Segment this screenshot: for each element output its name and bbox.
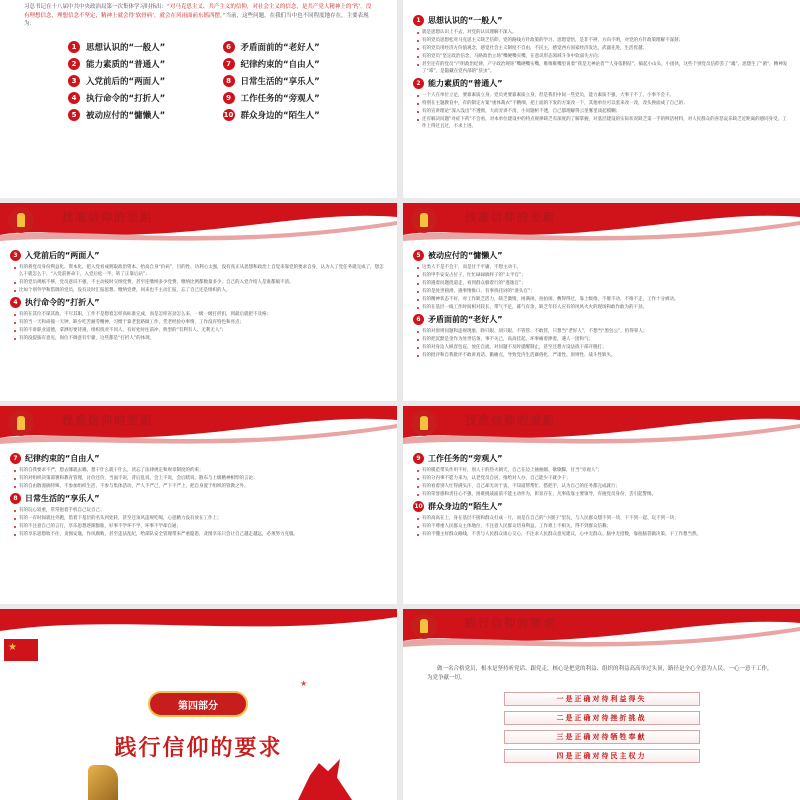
party-emblem-icon	[8, 410, 34, 436]
bullet-paragraph: 有的不尊重人民群众主体地位，不注意人民群众切身利益，工作难上不相关，得不到群众信赖；	[417, 523, 790, 530]
section-title: 矛盾面前的“老好人”	[428, 315, 503, 324]
soldier-silhouette	[292, 759, 352, 800]
slide-body	[403, 453, 800, 538]
number-badge: 5	[413, 250, 424, 261]
problem-item	[223, 75, 358, 87]
banner-wave	[403, 203, 800, 247]
requirement-bar: 三是正确对待牺牲奉献	[504, 730, 700, 744]
slide-body	[0, 453, 397, 538]
bullet-paragraph: 有的党员规纸不够，党员意识不强，不主动按时交纳党费，甚至连缴纳多少党费、缴纳比例都数量多少、自己的入党介绍人是谁都搞不清。	[14, 279, 387, 286]
bullet-paragraph: 有的在基层一线工作时间相对较长，带气不足，暮气有余，缺乏年轻人应有的风风火火的现场和敢作敢为的干劲。	[417, 304, 790, 311]
bullet-paragraph: 比如个别外学和借调的党员，没有及时汇报思想、缴纳党费，回来也不主动汇报，忘了自己还是组织的人。	[14, 287, 387, 294]
problem-label: 被动应付的“慵懒人”	[86, 110, 166, 121]
requirement-bar: 一是正确对待利益得失	[504, 692, 700, 706]
banner-wave	[403, 406, 800, 450]
section-title: 入党前后的“两面人”	[25, 251, 100, 260]
number-badge: 4	[10, 297, 21, 308]
section-heading	[413, 15, 790, 26]
banner	[403, 406, 800, 450]
number-badge: 9	[413, 453, 424, 464]
bullet-paragraph: 有的自由散漫搞特殊，不参加组织生活，不参与集体活动，严人不严己，严下不严上，把自身置于组织的管教之外。	[14, 483, 387, 490]
bullet-paragraph: 就是思想认识上不去，对党的认识理解不深入。	[417, 29, 790, 36]
problem-item	[223, 58, 358, 70]
problem-item	[68, 109, 203, 121]
bullet-paragraph: 有的不注意自己的言行，享乐思想逐渐膨胀，好事不学坏不学，坏事不学却自通；	[14, 523, 387, 530]
slide-gap-9-10	[403, 406, 800, 604]
section-title: 被动应付的“慵懒人”	[428, 251, 503, 260]
bullet-paragraph: 有的不懂主好群众路线，不善与人民群众谈心交心，不注求人民群众意见建议，心中无群众、脑中无招数，靠拍脑袋做决策、干工作想当然。	[417, 531, 790, 538]
section-title: 执行命令的“打折人”	[25, 298, 100, 307]
bullet-paragraph: 有的批评和自我批评不敢讲真话、戳痛点，导致党内生活庸俗化、严肃性、原则性、战斗性缺失。	[417, 352, 790, 359]
bullet-paragraph: 有的党员“坚定政治信念，马路政治立场”嘴硬嘴实嘴，在意识形态领域斗争中软弱失方向；	[417, 53, 790, 60]
party-emblem-icon	[8, 207, 34, 233]
bullet-paragraph: 有的是处世圆滑，遇事惰推口、有事找托词的“滑头官”；	[417, 288, 790, 295]
problem-label: 日常生活的“享乐人”	[240, 76, 320, 87]
slide-part-four-cover	[0, 609, 397, 800]
slide-body	[0, 250, 397, 342]
bullet-paragraph: 甚至还有的党员“产明政治纪律，产守政治规矩”嘴硬嘴实嘴，唯唯唯嘴里说着“我是无神论者”“人身依附结”，搞起小山头、小团伙，这些个别党员信仰丢了“魂”，思想生了“菌”，精神发了“霉”，是隐藏在党内部的“驻虫”。	[417, 61, 790, 75]
bullet-paragraph: 有的把沉默是金作为处世信条，事不关己，高高挂起，坏事痛着捧着，遇人一团和气；	[417, 336, 790, 343]
section-title: 纪律约束的“自由人”	[25, 454, 100, 463]
bullet-paragraph: 有的对原则问题和违规现象，睁只眼、闭只眼、不管管、不敢管，只想当“老好人”，不想当“黑包公”，怕得罪人；	[417, 328, 790, 335]
bullet-paragraph: 有的精神状态不好，对工作缺乏活力，缺乏激情，困满闲，拍拍闲，敷得得过，靠上级推，不催不动，不推不走，工作十分被动。	[417, 296, 790, 303]
problem-item	[68, 75, 203, 87]
requirement-bar: 二是正确对待挫折挑战	[504, 711, 700, 725]
star-icon: ★	[300, 679, 308, 688]
problem-label: 能力素质的“普通人”	[86, 59, 166, 70]
slide-requirements	[403, 609, 800, 800]
requirement-bar: 四是正确对待民主权力	[504, 749, 700, 763]
section-heading	[10, 297, 387, 308]
torch-decoration	[88, 765, 118, 800]
banner-wave	[0, 203, 397, 247]
banner-wave	[403, 609, 800, 653]
slide-body	[403, 250, 800, 359]
bullet-paragraph: 有的看着别人忙得满头汗，自己却无动于衷，不知道帮帮忙、搭把手，认为自己的任务都完成就行；	[417, 483, 790, 490]
party-emblem-icon	[411, 207, 437, 233]
bullet-paragraph: 有的自我要求不严，想去哪就去哪，想干什么就干什么，淡忘了法律规定和规章制度的约束；	[14, 467, 387, 474]
problem-item	[223, 92, 358, 104]
slide-body	[403, 0, 800, 130]
problem-label: 纪律约束的“自由人”	[240, 59, 320, 70]
section-title: 工作任务的“旁观人”	[428, 454, 503, 463]
part-badge: 第四部分	[148, 691, 248, 717]
problem-item	[68, 92, 203, 104]
bullet-paragraph: 有的遇着问题绕道走，看到群众躲着行的“逃逸官”；	[417, 280, 790, 287]
number-badge: 4	[68, 92, 80, 104]
requirement-list	[403, 692, 800, 763]
slide-gap-5-6	[403, 203, 800, 401]
problem-label: 入党前后的“两面人”	[86, 76, 166, 87]
section-heading	[413, 314, 790, 325]
banner	[0, 203, 397, 247]
section-heading	[413, 78, 790, 89]
party-emblem-icon	[411, 613, 437, 639]
slide-overview	[0, 0, 397, 198]
section-heading	[413, 501, 790, 512]
section-heading	[10, 250, 387, 261]
bullet-paragraph: 这类人不是不会干，而是甘于平庸、不想主动干。	[417, 264, 790, 271]
slide-gap-3-4	[0, 203, 397, 401]
number-badge: 3	[10, 250, 21, 261]
number-badge: 2	[413, 78, 424, 89]
bullet-paragraph: 一个人在单位立足，要靠素质立身，党员更要靠素质立身，但是我们中间一些党员，能力素质不强，大事干不了，小事不会干。	[417, 92, 790, 99]
problem-item	[68, 41, 203, 53]
bullet-paragraph: 有的甲乎安安占位子，忙忙碌碌搞样子的“太平官”；	[417, 272, 790, 279]
number-badge: 5	[68, 109, 80, 121]
number-badge: 10	[414, 503, 423, 510]
problem-label: 矛盾面前的“老好人”	[240, 42, 320, 53]
bullet-paragraph: 有的当一天和尚撞一天钟，缺少吃苦耐劳精神，习惯于靠老套路做工作，凭老经验办事情，工作没有特色和亮点；	[14, 319, 387, 326]
bullet-paragraph: 有的没提拔有意见，岗位不调意有牢骚，这些都是“打折人”的体现。	[14, 335, 387, 342]
number-badge: 8	[223, 75, 235, 87]
number-badge: 6	[413, 314, 424, 325]
number-badge: 10	[223, 110, 234, 119]
slide-gap-1-2	[403, 0, 800, 198]
number-badge: 9	[223, 92, 235, 104]
banner-title: 找准信仰的差距	[465, 414, 556, 427]
intro-text	[0, 0, 397, 29]
party-emblem-icon	[411, 410, 437, 436]
bullet-paragraph: 有的对身边人纵容包庇、放任自流，对问题不及时提醒制止，甚至还想方设法找干部开脱打；	[417, 344, 790, 351]
bullet-paragraph: 有的玩心较重，常常抱着手机自己玩自己；	[14, 507, 387, 514]
number-badge: 1	[68, 41, 80, 53]
section-heading	[413, 250, 790, 261]
banner-title: 找准信仰的差距	[62, 211, 153, 224]
slide-gap-7-8	[0, 406, 397, 604]
banner-title: 找准信仰的差距	[465, 211, 556, 224]
problem-label: 执行命令的“打折人”	[86, 93, 166, 104]
bullet-paragraph: 有的在其位不谋其政、不尽其职，工作不是想着怎样高标准完成，而是怎样省劲怎么来，一级一级打折扣，到最后就把不及格；	[14, 311, 387, 318]
section-title: 群众身边的“陌生人”	[428, 502, 503, 511]
requirements-lead: 做一名合格党员，根本是坚持听党话、跟党走，核心是把党的利益、组织的利益高高举过头顶，路径是全心全意为人民、一心一意干工作，为党争献一切。	[427, 666, 773, 681]
problem-label: 思想认识的“一般人”	[86, 42, 166, 53]
cover-wave	[0, 609, 397, 649]
bullet-paragraph: 有的宣讲理论“深入浅出”不透彻，大而旁讲不清，小问题析不透，自己都理解得云里雾里谈起模糊；	[417, 108, 790, 115]
number-badge: 2	[68, 58, 80, 70]
bullet-paragraph: 有的享乐思想收不住，贪图安逸，作风腐败，甚至违法乱纪，给部队安全管理带来严重隐患，贪图享乐只会让自己越走越远，必须努力克服。	[14, 531, 387, 538]
banner-wave	[0, 406, 397, 450]
banner	[0, 406, 397, 450]
bullet-paragraph: 还有解决问题“对症下药”不会看，对本单位建设中的特点规律缺乏有深度的了解掌握，对基层建设的实际状况缺乏第一手的鲜活材料，对人民群众的喜怒哀乐缺乏近距离的感同身受，工作上得过且过，不求上进。	[417, 116, 790, 130]
section-title: 思想认识的“一般人”	[428, 16, 503, 25]
section-heading	[10, 453, 387, 464]
problem-item	[223, 109, 358, 121]
problem-grid	[0, 29, 397, 121]
number-badge: 3	[68, 75, 80, 87]
bullet-paragraph: 有的一有时间就往外跑，借着下基层的名头到处转，甚至还顶风违规吃喝，心思精力没有放在工作上；	[14, 515, 387, 522]
number-badge: 8	[10, 493, 21, 504]
problem-item	[68, 58, 203, 70]
section-title: 能力素质的“普通人”	[428, 79, 503, 88]
banner	[403, 609, 800, 653]
bullet-paragraph: 有的高高在上，身在基层不接和群众打成一片，而是在自己的“小圈子”里玩，与人民群众想不到一块、干不到一起、玩不到一块；	[417, 515, 790, 522]
section-heading	[10, 493, 387, 504]
part-title: 践行信仰的要求	[114, 735, 283, 761]
banner	[403, 203, 800, 247]
bullet-paragraph: 有的党员思想松对马克思主义缺乏信仰，党的路线方针政策的学习、思想觉悟，是非不辨，方向不明，对党的方针政策理解不深刻；	[417, 37, 790, 44]
problem-label: 群众身边的“陌生人”	[240, 110, 320, 121]
section-title: 日常生活的“享乐人”	[25, 494, 100, 503]
number-badge: 1	[413, 15, 424, 26]
bullet-paragraph: 有的分内事不愿力来为，认老党员自居，推给对人办，自己能少干就少干；	[417, 475, 790, 482]
section-heading	[413, 453, 790, 464]
banner-title: 找准信仰的差距	[62, 414, 153, 427]
number-badge: 6	[223, 41, 235, 53]
star-icon: ★	[8, 642, 17, 653]
bullet-paragraph: 有的将党员身份利益化、资本化，把入党看成拥取政治资本、抬高自身“价码”，目的性、功利心太强，没有真正从思想和政治上自觉来靠党的要求自身，认为入了党任务就完成了，想怎么干就怎么干，“入党前拼命干，入党后松一半，转了正靠后站”；	[14, 264, 387, 278]
bullet-paragraph: 有的对组织决策部署和教育管理，讨价还价，当面不说，背后乱说，会上不说，会后瞎说，散布与上级精神相悖的言论；	[14, 475, 387, 482]
number-badge: 7	[10, 453, 21, 464]
number-badge: 7	[223, 58, 235, 70]
bullet-paragraph: 有的荣誉感和责任心不强，困难挑战面前不能主动作为，彰显存在，凡事依靠主要领导，有拢党员身份，丢引起警惕。	[417, 491, 790, 498]
intro-plain-2: 当前，这些问题，在我们当中也不同程度地存在，主要表现为：	[24, 12, 369, 27]
banner-title: 践行信仰的要求	[465, 617, 556, 630]
intro-plain-1: 习总书记在十八届中共中央政治局第一次集体学习时指出：	[24, 4, 168, 10]
problem-label: 工作任务的“旁观人”	[240, 93, 320, 104]
intro-quote: “对马克思主义、共产主义的信仰，对社会主义的信念，是共产党人精神上的‘钙’。没有理想信念，理想信念不坚定，精神上就会得‘软骨病’，就会在风雨面前东摇西摆。”	[24, 4, 372, 19]
bullet-paragraph: 有的不讲职业道德，拿洒厉要待遇，组织找对不同人、有好处时往前冲、典型的“有利有人、无利无人”；	[14, 327, 387, 334]
bullet-paragraph: 特别在主题教育中，有的制定方案“重体裁衣”不精细，把上面的下发的方案改一下，其他单位可以套来改一改，改头换面成了自己的；	[417, 100, 790, 107]
problem-item	[223, 41, 358, 53]
bullet-paragraph: 有的模范带头作用不好，别人干的热火朝天，自己在边上抽抽烟、歇歇脚，甘当“旁观人”；	[417, 467, 790, 474]
bullet-paragraph: 有的党员用经济方价值观念，感觉社会主义制度不自由，不民主，感觉西方国家经济发达，武器先进，生活优越；	[417, 45, 790, 52]
